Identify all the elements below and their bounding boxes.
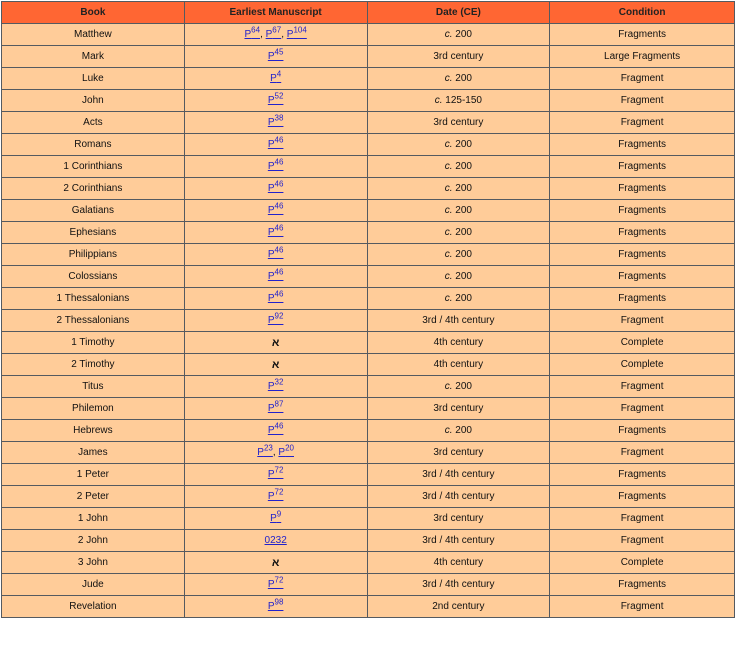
condition-cell: Fragment [550, 310, 735, 332]
date-cell [367, 530, 550, 552]
circa-label: c. [434, 95, 443, 106]
papyrus-link[interactable] [267, 267, 284, 282]
date-value: 3rd century [433, 513, 484, 524]
circa-label: c. [444, 293, 453, 304]
date-value: 200 [455, 139, 472, 150]
papyrus-number: 32 [274, 377, 284, 387]
papyrus-symbol: P [270, 513, 277, 524]
papyrus-symbol: P [267, 227, 275, 238]
book-cell: Revelation [2, 596, 185, 618]
table-row [2, 156, 735, 178]
papyrus-number: 46 [274, 223, 284, 233]
date-cell [367, 90, 550, 112]
date-cell [367, 24, 550, 46]
date-cell [367, 200, 550, 222]
date-cell [367, 244, 550, 266]
condition-cell: Fragments [550, 156, 735, 178]
papyrus-link[interactable] [267, 223, 284, 238]
date-cell [367, 552, 550, 574]
manuscript-cell: P$^{23}$, P$^{20}$ [184, 442, 367, 464]
papyrus-link[interactable] [244, 25, 261, 40]
book-cell: Luke [2, 68, 185, 90]
papyrus-link[interactable] [267, 289, 284, 304]
papyrus-number: 46 [274, 289, 284, 299]
date-cell [367, 420, 550, 442]
table-row [2, 112, 735, 134]
manuscript-cell [184, 46, 367, 68]
book-cell: 2 Thessalonians [2, 310, 185, 332]
date-cell [367, 508, 550, 530]
papyrus-number: 46 [274, 179, 284, 189]
circa-label: c. [444, 139, 453, 150]
table-row [2, 288, 735, 310]
condition-cell: Fragment [550, 508, 735, 530]
condition-cell: Complete [550, 332, 735, 354]
papyrus-number: 20 [285, 443, 294, 453]
papyrus-link[interactable] [267, 311, 284, 326]
book-cell: Acts [2, 112, 185, 134]
date-cell [367, 310, 550, 332]
circa-label: c. [444, 425, 453, 436]
manuscript-cell [184, 68, 367, 90]
papyrus-symbol: P [257, 447, 264, 458]
condition-cell: Fragment [550, 442, 735, 464]
book-cell: Philippians [2, 244, 185, 266]
book-cell: 3 John [2, 552, 185, 574]
date-value: 200 [455, 271, 472, 282]
papyrus-number: 52 [274, 91, 284, 101]
papyrus-link[interactable] [267, 575, 284, 590]
papyrus-number: 72 [274, 465, 284, 475]
book-cell: Philemon [2, 398, 185, 420]
papyrus-symbol: P [267, 95, 275, 106]
table-body [2, 24, 735, 618]
papyrus-number: 104 [293, 25, 307, 35]
papyrus-symbol: P [267, 117, 275, 128]
date-value: 3rd / 4th century [422, 491, 495, 502]
table-row [2, 244, 735, 266]
papyrus-symbol: P [267, 271, 275, 282]
date-cell [367, 596, 550, 618]
papyrus-symbol: P [267, 601, 275, 612]
date-value: 125-150 [445, 95, 482, 106]
manuscript-cell [184, 134, 367, 156]
papyrus-symbol: P [267, 183, 275, 194]
manuscript-cell [184, 552, 367, 574]
circa-label: c. [444, 161, 453, 172]
sinaiticus-symbol: א [271, 336, 280, 349]
date-value: 200 [455, 29, 472, 40]
condition-cell: Fragments [550, 178, 735, 200]
papyrus-number: 46 [274, 267, 284, 277]
papyrus-symbol: P [270, 73, 277, 84]
papyrus-number: 72 [274, 487, 284, 497]
table-row [2, 200, 735, 222]
date-value: 3rd century [433, 117, 484, 128]
papyrus-symbol: P [267, 381, 275, 392]
manuscript-link[interactable]: 0232 [264, 535, 287, 546]
papyrus-link[interactable] [267, 113, 284, 128]
date-cell [367, 376, 550, 398]
papyrus-link[interactable] [270, 69, 282, 84]
table-row [2, 596, 735, 618]
condition-cell: Fragment [550, 530, 735, 552]
papyrus-link[interactable] [267, 597, 284, 612]
table-row [2, 530, 735, 552]
manuscript-cell [184, 398, 367, 420]
date-value: 3rd / 4th century [422, 579, 495, 590]
date-cell [367, 464, 550, 486]
papyrus-number: 98 [274, 597, 284, 607]
table-row [2, 354, 735, 376]
date-cell [367, 398, 550, 420]
condition-cell: Fragments [550, 134, 735, 156]
condition-cell: Large Fragments [550, 46, 735, 68]
papyrus-link[interactable] [267, 465, 284, 480]
date-value: 3rd / 4th century [422, 469, 495, 480]
table-row [2, 266, 735, 288]
papyrus-link[interactable] [267, 179, 284, 194]
manuscript-cell [184, 244, 367, 266]
table-row [2, 46, 735, 68]
book-cell: 2 Peter [2, 486, 185, 508]
table-row [2, 552, 735, 574]
book-cell: Colossians [2, 266, 185, 288]
table-row [2, 420, 735, 442]
book-cell: 1 John [2, 508, 185, 530]
manuscript-cell [184, 530, 367, 552]
date-value: 200 [455, 183, 472, 194]
papyrus-number: 23 [263, 443, 273, 453]
papyrus-number: 46 [274, 135, 284, 145]
papyrus-symbol: P [267, 469, 275, 480]
papyrus-symbol: P [267, 51, 275, 62]
date-value: 200 [455, 381, 472, 392]
date-value: 4th century [433, 359, 484, 370]
manuscript-cell [184, 288, 367, 310]
papyrus-link[interactable] [257, 443, 273, 458]
date-cell [367, 574, 550, 596]
table-row [2, 24, 735, 46]
book-cell: Titus [2, 376, 185, 398]
book-cell: Ephesians [2, 222, 185, 244]
header-earliest-manuscript: Earliest Manuscript [184, 2, 367, 24]
date-value: 2nd century [432, 601, 485, 612]
manuscript-cell [184, 310, 367, 332]
manuscript-cell [184, 332, 367, 354]
table-row [2, 508, 735, 530]
book-cell: James [2, 442, 185, 464]
papyrus-symbol: P [267, 161, 275, 172]
date-cell [367, 156, 550, 178]
table-row [2, 464, 735, 486]
manuscript-cell [184, 354, 367, 376]
book-cell: 2 John [2, 530, 185, 552]
manuscript-cell [184, 420, 367, 442]
papyrus-number: 87 [274, 399, 284, 409]
papyrus-number: 9 [276, 509, 282, 519]
manuscript-cell [184, 508, 367, 530]
date-cell [367, 178, 550, 200]
manuscript-cell [184, 464, 367, 486]
date-value: 3rd century [433, 403, 484, 414]
papyrus-link[interactable] [278, 443, 294, 458]
manuscript-cell [184, 178, 367, 200]
papyrus-link[interactable] [267, 47, 284, 62]
condition-cell: Fragment [550, 596, 735, 618]
book-cell: John [2, 90, 185, 112]
header-condition: Condition [550, 2, 735, 24]
manuscript-cell [184, 266, 367, 288]
papyrus-symbol: P [267, 403, 275, 414]
header-date: Date (CE) [367, 2, 550, 24]
manuscript-cell [184, 156, 367, 178]
papyrus-symbol: P [267, 579, 275, 590]
papyrus-link[interactable] [265, 25, 282, 40]
date-cell [367, 112, 550, 134]
manuscript-cell [184, 90, 367, 112]
papyrus-link[interactable] [267, 377, 284, 392]
condition-cell: Fragments [550, 288, 735, 310]
papyrus-number: 46 [274, 245, 284, 255]
circa-label: c. [444, 381, 453, 392]
papyrus-symbol: P [265, 29, 273, 40]
date-value: 200 [455, 205, 472, 216]
papyrus-link[interactable] [267, 245, 284, 260]
papyrus-number: 46 [274, 157, 284, 167]
papyrus-link[interactable] [267, 399, 284, 414]
date-value: 200 [455, 249, 472, 260]
table-row [2, 178, 735, 200]
circa-label: c. [444, 29, 453, 40]
book-cell: Galatians [2, 200, 185, 222]
book-cell: Hebrews [2, 420, 185, 442]
condition-cell: Fragments [550, 486, 735, 508]
manuscript-table [1, 1, 735, 618]
papyrus-symbol: P [267, 205, 275, 216]
book-cell: 1 Thessalonians [2, 288, 185, 310]
papyrus-symbol: P [267, 425, 275, 436]
book-cell: 1 Timothy [2, 332, 185, 354]
papyrus-link[interactable] [267, 201, 284, 216]
papyrus-number: 64 [251, 25, 261, 35]
circa-label: c. [444, 249, 453, 260]
manuscript-cell [184, 376, 367, 398]
papyrus-symbol: P [267, 491, 275, 502]
papyrus-number: 45 [274, 47, 284, 57]
book-cell: Jude [2, 574, 185, 596]
papyrus-symbol: P [267, 249, 275, 260]
sinaiticus-symbol: א [271, 556, 280, 569]
date-value: 200 [455, 161, 472, 172]
condition-cell: Fragment [550, 398, 735, 420]
manuscript-cell [184, 486, 367, 508]
date-value: 200 [455, 227, 472, 238]
date-value: 200 [455, 425, 472, 436]
table-row [2, 90, 735, 112]
date-cell [367, 442, 550, 464]
sinaiticus-symbol: א [271, 358, 280, 371]
book-cell: Mark [2, 46, 185, 68]
manuscript-cell: P$^{64}$, P$^{67}$, P$^{104}$ [184, 24, 367, 46]
manuscript-cell [184, 222, 367, 244]
condition-cell: Fragment [550, 68, 735, 90]
condition-cell: Fragments [550, 574, 735, 596]
table-row [2, 486, 735, 508]
condition-cell: Fragments [550, 464, 735, 486]
book-cell: 1 Corinthians [2, 156, 185, 178]
papyrus-link[interactable] [267, 135, 284, 150]
table-row [2, 134, 735, 156]
condition-cell: Fragments [550, 266, 735, 288]
papyrus-link[interactable] [286, 25, 307, 40]
manuscript-cell [184, 112, 367, 134]
manuscript-cell [184, 574, 367, 596]
papyrus-number: 38 [274, 113, 284, 123]
table-row [2, 68, 735, 90]
date-value: 4th century [433, 337, 484, 348]
condition-cell: Fragments [550, 244, 735, 266]
papyrus-link[interactable] [267, 91, 284, 106]
date-cell [367, 332, 550, 354]
table-row [2, 376, 735, 398]
papyrus-number: 72 [274, 575, 284, 585]
date-value: 3rd / 4th century [422, 535, 495, 546]
condition-cell: Complete [550, 552, 735, 574]
table-row [2, 310, 735, 332]
papyrus-symbol: P [267, 139, 275, 150]
table-row [2, 398, 735, 420]
date-cell [367, 354, 550, 376]
papyrus-number: 92 [274, 311, 284, 321]
condition-cell: Fragments [550, 24, 735, 46]
papyrus-link[interactable] [270, 509, 282, 524]
table-row [2, 574, 735, 596]
papyrus-link[interactable] [267, 157, 284, 172]
circa-label: c. [444, 205, 453, 216]
manuscript-cell [184, 200, 367, 222]
table-row [2, 442, 735, 464]
date-value: 200 [455, 73, 472, 84]
papyrus-number: 67 [272, 25, 282, 35]
table-row [2, 222, 735, 244]
manuscript-cell [184, 596, 367, 618]
date-cell [367, 46, 550, 68]
condition-cell: Fragments [550, 420, 735, 442]
circa-label: c. [444, 271, 453, 282]
condition-cell: Fragment [550, 112, 735, 134]
condition-cell: Fragments [550, 222, 735, 244]
date-value: 4th century [433, 557, 484, 568]
book-cell: 1 Peter [2, 464, 185, 486]
circa-label: c. [444, 183, 453, 194]
papyrus-link[interactable] [267, 421, 284, 436]
papyrus-symbol: P [267, 315, 275, 326]
papyrus-symbol: P [267, 293, 275, 304]
papyrus-number: 4 [276, 69, 282, 79]
date-value: 200 [455, 293, 472, 304]
book-cell: Romans [2, 134, 185, 156]
date-cell [367, 486, 550, 508]
condition-cell: Fragment [550, 90, 735, 112]
papyrus-symbol: P [286, 29, 294, 40]
book-cell: 2 Timothy [2, 354, 185, 376]
papyrus-number: 46 [274, 421, 284, 431]
circa-label: c. [444, 227, 453, 238]
date-cell [367, 134, 550, 156]
date-cell [367, 266, 550, 288]
header-book: Book [2, 2, 185, 24]
table-header-row [2, 2, 735, 24]
table-row [2, 332, 735, 354]
papyrus-number: 46 [274, 201, 284, 211]
date-value: 3rd / 4th century [422, 315, 495, 326]
date-cell [367, 68, 550, 90]
papyrus-symbol: P [244, 29, 252, 40]
date-value: 3rd century [433, 51, 484, 62]
date-cell [367, 222, 550, 244]
circa-label: c. [444, 73, 453, 84]
condition-cell: Complete [550, 354, 735, 376]
condition-cell: Fragment [550, 376, 735, 398]
papyrus-symbol: P [278, 447, 286, 458]
book-cell: 2 Corinthians [2, 178, 185, 200]
date-value: 3rd century [433, 447, 484, 458]
book-cell: Matthew [2, 24, 185, 46]
condition-cell: Fragments [550, 200, 735, 222]
papyrus-link[interactable] [267, 487, 284, 502]
date-cell [367, 288, 550, 310]
